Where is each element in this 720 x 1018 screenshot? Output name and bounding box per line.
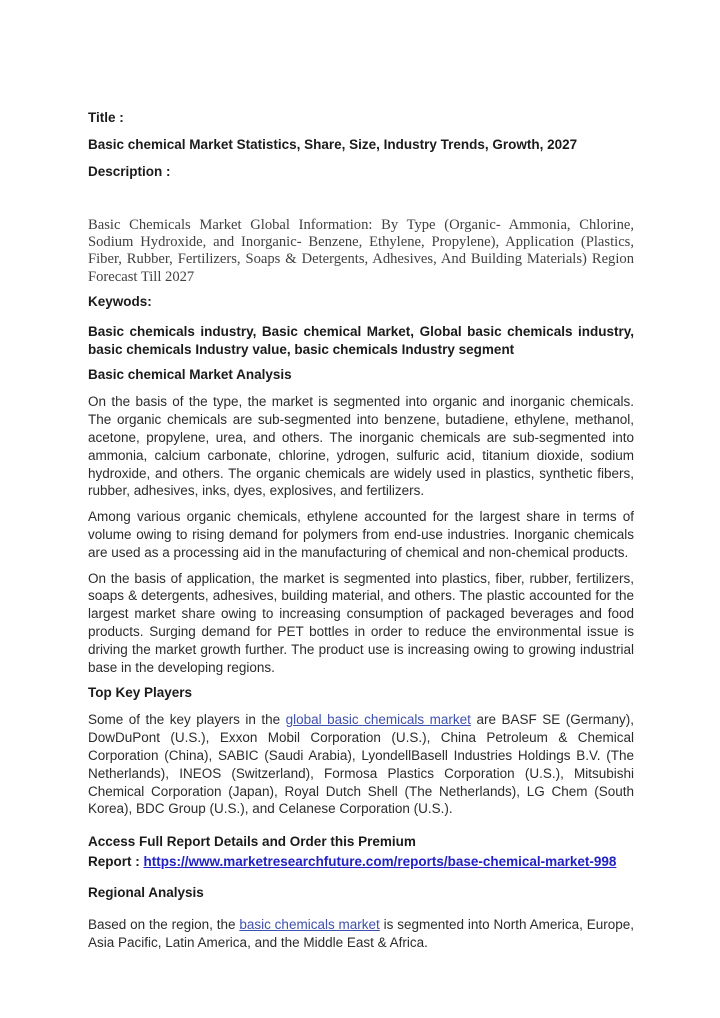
regional-text-post: is segmented into North America, Europe, Asia Pacific, Latin America, and the Middle East & Africa. (88, 917, 634, 950)
players-paragraph (88, 711, 634, 818)
access-report-block (88, 832, 634, 872)
analysis-heading: Basic chemical Market Analysis (88, 367, 292, 383)
description-label: Description : (88, 164, 171, 179)
basic-chemicals-market-link[interactable]: basic chemicals market (239, 917, 380, 933)
keywords-label: Keywods: (88, 293, 152, 309)
players-text-pre: Some of the key players in the (88, 712, 286, 728)
global-basic-chemicals-market-link[interactable]: global basic chemicals market (285, 712, 471, 728)
analysis-paragraph-2: Among various organic chemicals, ethylene accounted for the largest share in terms of volume owing to rising demand for polymers from end-use industries. Inorganic chemicals are used as a processing aid in the manufacturing of chemical and non-chemical products. (88, 509, 634, 560)
regional-heading: Regional Analysis (88, 885, 204, 901)
analysis-paragraph-3: On the basis of application, the market is segmented into plastics, fiber, rubber, fertilizers, soaps & detergents, adhesives, building material, and others. The plastic accounted for the largest market share owing to increasing consumption of packaged beverages and food products. Surging demand for PET bottles in order to reduce the environmental issue is driving the market growth further. The product use is increasing owing to growing industrial base in the developing regions. (88, 570, 634, 675)
players-text-post: are BASF SE (Germany), DowDuPont (U.S.), Exxon Mobil Corporation (U.S.), China Petroleum & Chemical Corporation (China), SABIC (Saudi Arabia), LyondellBasell Industries Holdings B.V. (The Netherlands), INEOS (Switzerland), Formosa Plastics Corporation (U.S.), Mitsubishi Chemical Corporation (Japan), Royal Dutch Shell (The Netherlands), LG Chem (South Korea), BDC Group (U.S.), and Celanese Corporation (U.S.). (88, 712, 634, 817)
regional-paragraph (88, 916, 634, 952)
page-title: Basic chemical Market Statistics, Share, Size, Industry Trends, Growth, 2027 (88, 137, 578, 152)
keywords-paragraph: Basic chemicals industry, Basic chemical Market, Global basic chemicals industry, basic chemicals Industry value, basic chemicals Industry segment (88, 323, 634, 357)
description-paragraph: Basic Chemicals Market Global Information: By Type (Organic- Ammonia, Chlorine, Sodium Hydroxide, and Inorganic- Benzene, Ethylene, Propylene), Application (Plastics, Fiber, Rubber, Fertilizers, Soaps & Detergents, Adhesives, And Building Materials) Region Forecast Till 2027 (88, 217, 634, 285)
analysis-paragraph-1: On the basis of the type, the market is segmented into organic and inorganic chemicals. The organic chemicals are sub-segmented into benzene, butadiene, ethylene, methanol, acetone, propylene, urea, and others. The inorganic chemicals are sub-segmented into ammonia, calcium carbonate, chlorine, ydrogen, sulfuric acid, titanium dioxide, sodium hydroxide, and others. The organic chemicals are widely used in plastics, synthetic fibers, rubber, adhesives, inks, dyes, explosives, and fertilizers. (88, 394, 634, 499)
title-label: Title : (88, 110, 124, 125)
report-url-link[interactable]: https://www.marketresearchfuture.com/reports/base-chemical-market-998 (143, 854, 617, 870)
report-label: Report : (88, 854, 144, 870)
access-heading-line1: Access Full Report Details and Order this Premium (88, 834, 416, 850)
regional-text-pre: Based on the region, the (88, 917, 240, 933)
players-heading: Top Key Players (88, 685, 193, 701)
